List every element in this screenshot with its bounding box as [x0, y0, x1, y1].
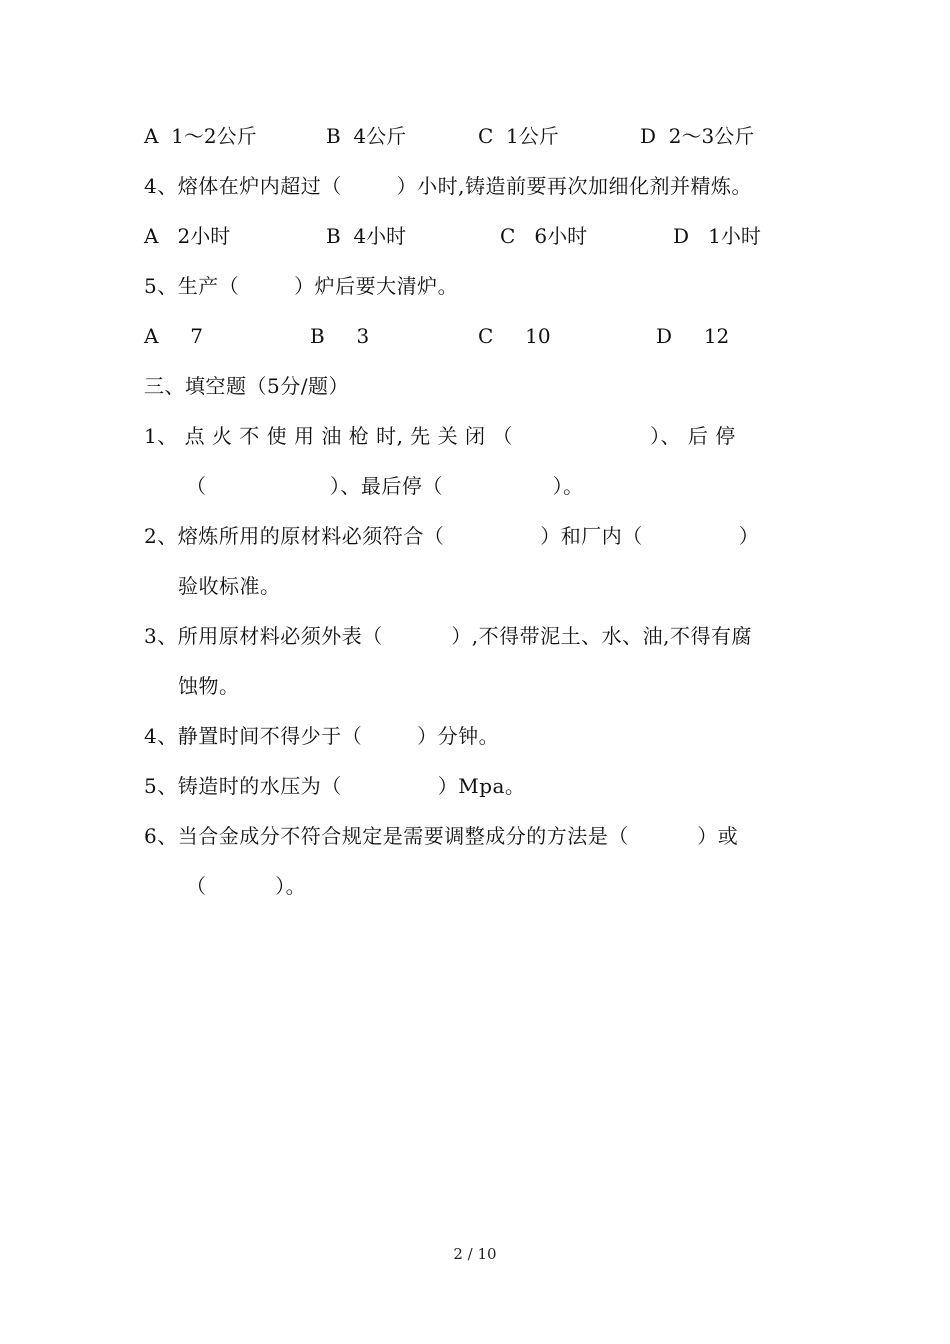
q3-option-c: C 1公斤	[478, 124, 559, 148]
q3-option-b: B 4公斤	[326, 124, 407, 148]
fill-item-4-line1: 4、静置时间不得少于（ ）分钟。	[144, 724, 500, 748]
fill-item-6-line2: （ ）。	[186, 874, 307, 898]
fill-item-6-line1: 6、当合金成分不符合规定是需要调整成分的方法是（ ）或	[144, 824, 739, 848]
fill-item-1-line1: 1、 点 火 不 使 用 油 枪 时, 先 关 闭 （ ）、 后 停	[144, 424, 736, 448]
section-heading: 三、填空题（5分/题）	[144, 374, 349, 398]
q4-question: 4、熔体在炉内超过（ ）小时,铸造前要再次加细化剂并精炼。	[144, 174, 752, 198]
q4-option-b: B 4小时	[326, 224, 407, 248]
fill-item-3-line2: 蚀物。	[178, 674, 240, 698]
q3-option-d: D 2～3公斤	[640, 124, 755, 148]
q4-option-c: C 6小时	[500, 224, 588, 248]
fill-item-2-line1: 2、熔炼所用的原材料必须符合（ ）和厂内（ ）	[144, 524, 760, 548]
q3-option-a: A 1～2公斤	[144, 124, 257, 148]
q4-option-a: A 2小时	[144, 224, 231, 248]
fill-item-5-line1: 5、铸造时的水压为（ ）Mpa。	[144, 774, 526, 798]
q5-option-d: D 12	[656, 324, 730, 348]
q5-option-a: A 7	[144, 324, 203, 348]
fill-item-2-line2: 验收标准。	[178, 574, 281, 598]
fill-item-1-line2: （ ）、最后停（ ）。	[186, 474, 584, 498]
page-number: 2 / 10	[453, 1245, 497, 1263]
q4-option-d: D 1小时	[673, 224, 761, 248]
q5-option-c: C 10	[478, 324, 551, 348]
fill-item-3-line1: 3、所用原材料必须外表（ ）,不得带泥土、水、油,不得有腐	[144, 624, 753, 648]
q5-question: 5、生产（ ）炉后要大清炉。	[144, 274, 459, 298]
q5-option-b: B 3	[310, 324, 370, 348]
